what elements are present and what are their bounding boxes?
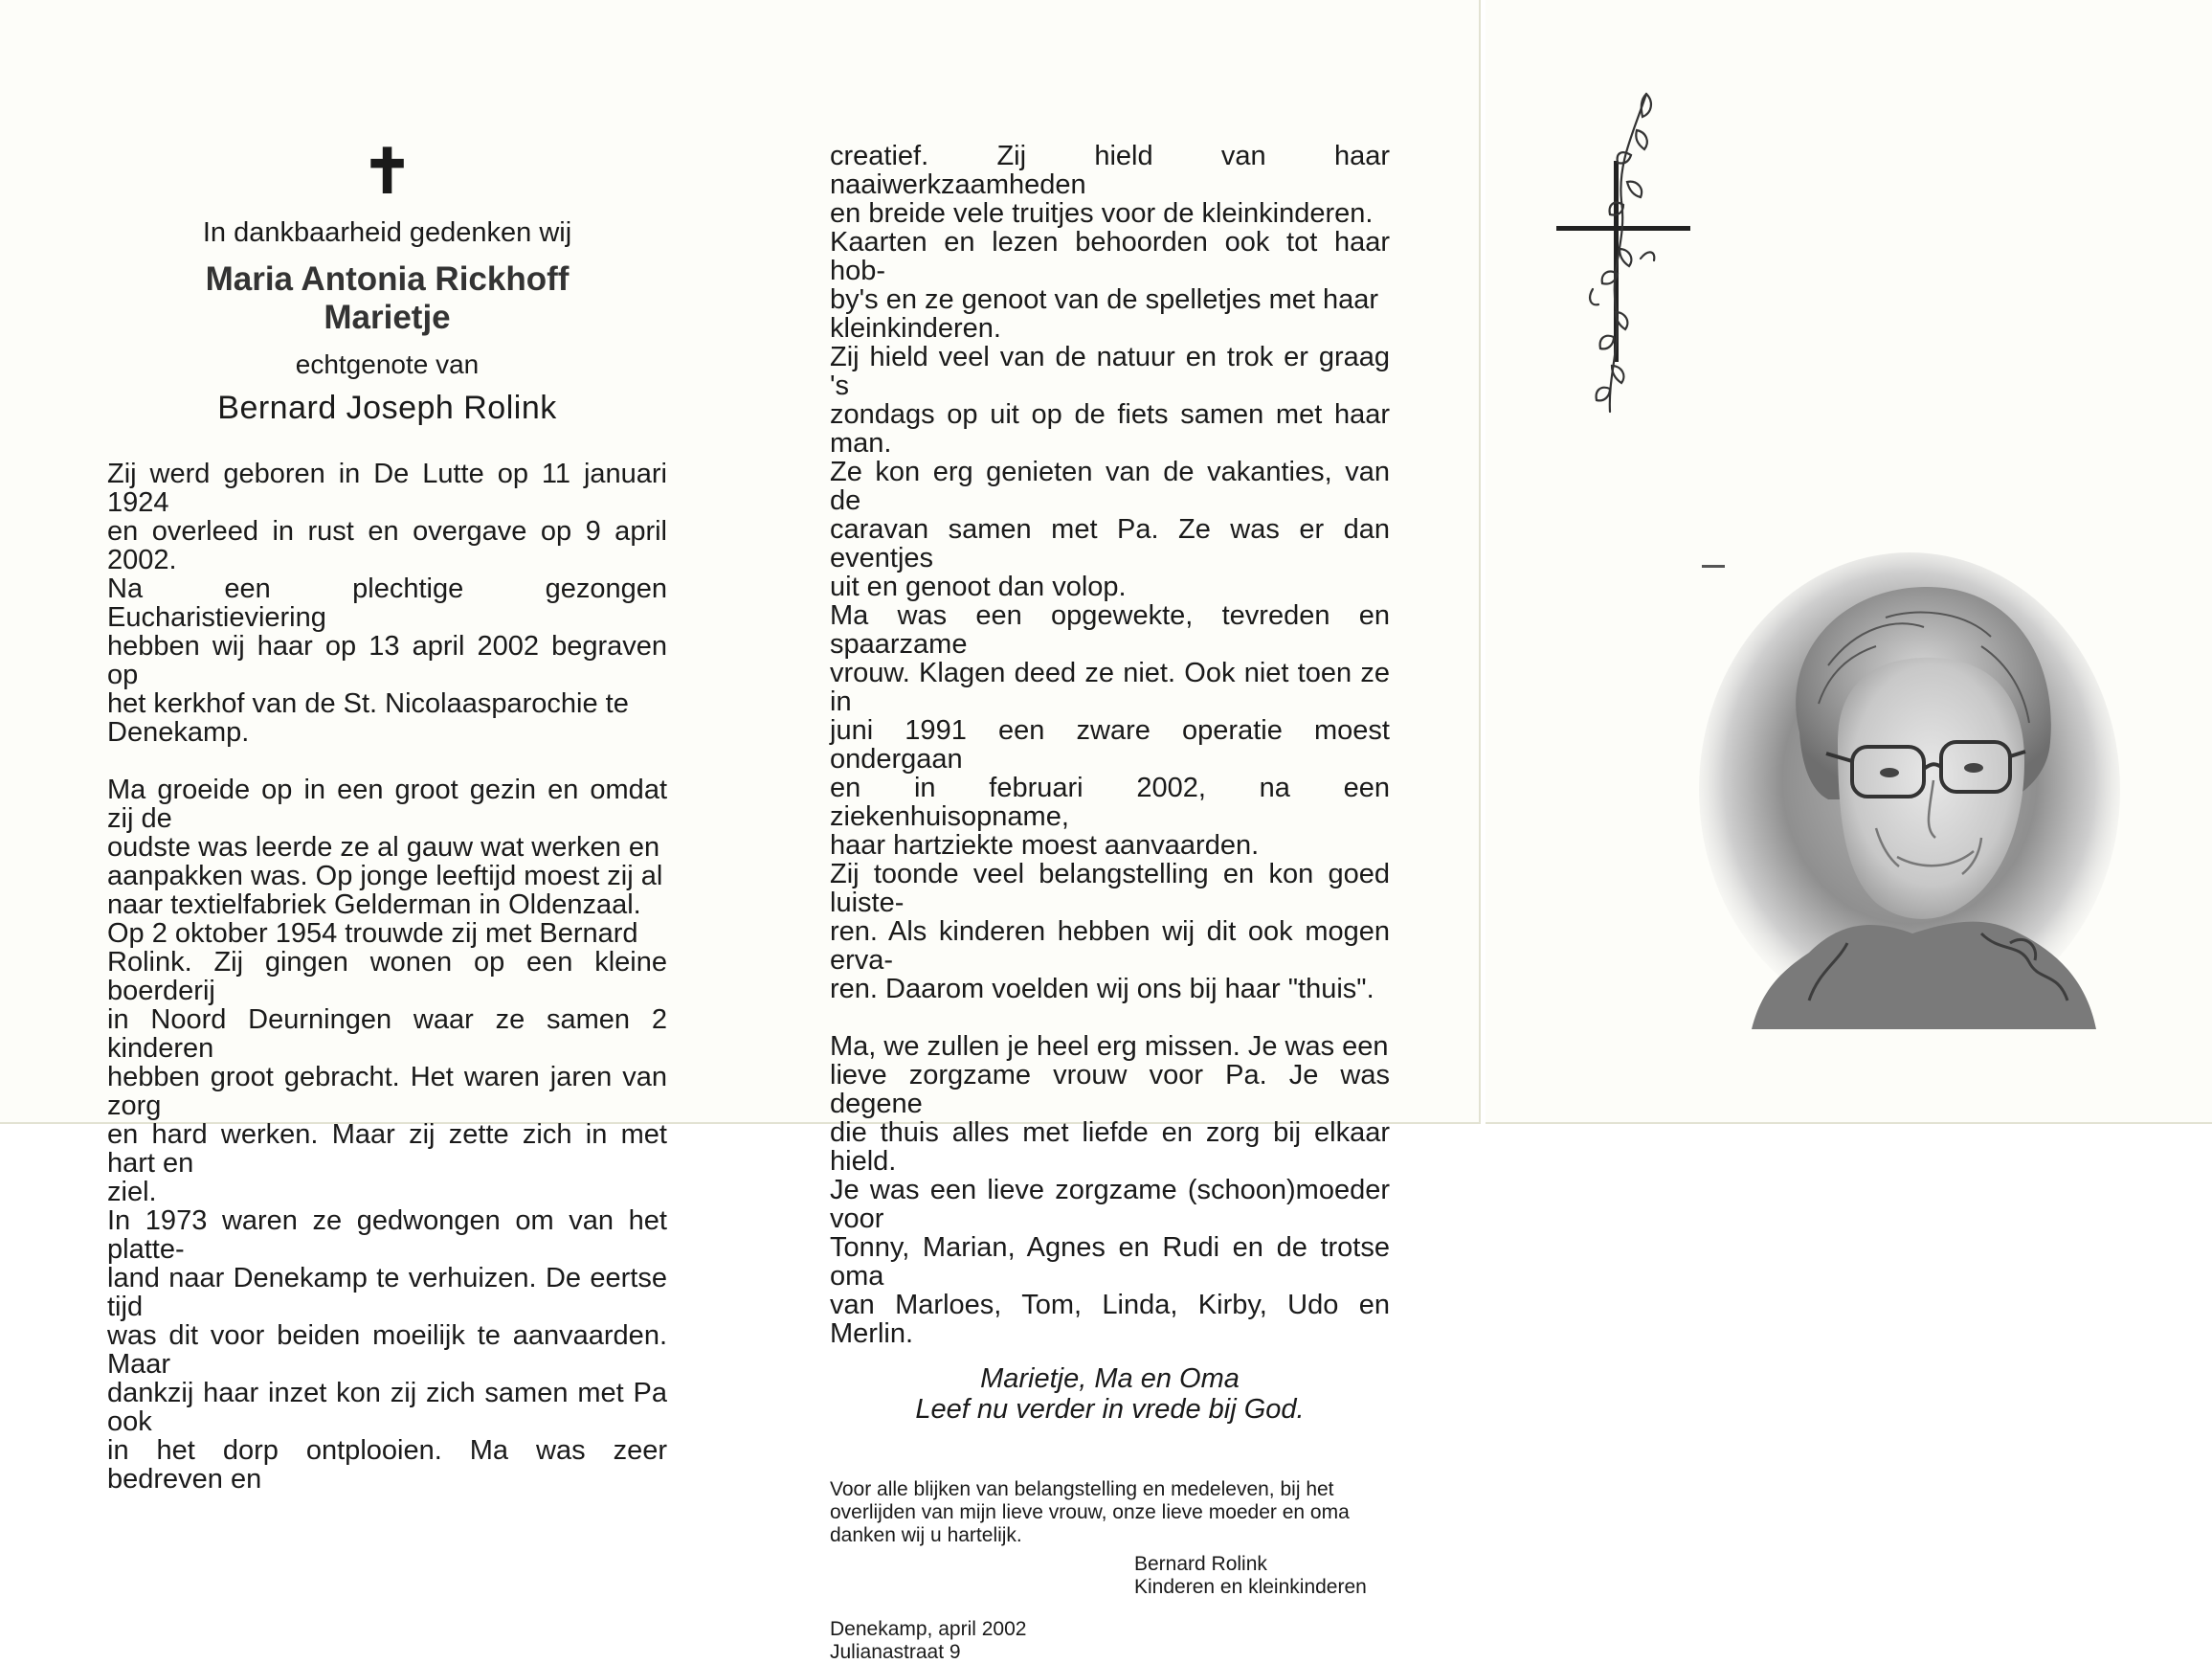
- text-line: Kaarten en lezen behoorden ook tot haar hob-: [830, 227, 1390, 286]
- verse-line: Leef nu verder in vrede bij God.: [915, 1394, 1305, 1425]
- text-line: Rolink. Zij gingen wonen op een kleine boerderij: [107, 947, 667, 1006]
- spouse-name: Bernard Joseph Rolink: [217, 390, 557, 426]
- place-line: Denekamp, april 2002: [830, 1618, 1027, 1640]
- text-line: Zij hield veel van de natuur en trok er graag 's: [830, 342, 1390, 401]
- text-line: creatief. Zij hield van haar naaiwerkzaamheden: [830, 141, 1390, 200]
- text-line: van Marloes, Tom, Linda, Kirby, Udo en Merlin.: [830, 1290, 1390, 1349]
- thanks-note: [830, 1478, 1390, 1547]
- portrait-photo: [1694, 551, 2125, 1029]
- place-date-block: [830, 1618, 1390, 1664]
- text-line: naar textielfabriek Gelderman in Oldenzaal.: [107, 889, 641, 920]
- text-line: Voor alle blijken van belangstelling en medeleven, bij het: [830, 1478, 1334, 1500]
- text-line: die thuis alles met liefde en zorg bij elkaar hield.: [830, 1117, 1390, 1177]
- middle-column: [830, 142, 1390, 1664]
- text-line: hebben wij haar op 13 april 2002 begraven op: [107, 631, 667, 690]
- text-line: uit en genoot dan volop.: [830, 572, 1127, 602]
- text-line: en hard werken. Maar zij zette zich in met hart en: [107, 1119, 667, 1179]
- left-column: [107, 136, 667, 1495]
- text-line: was dit voor beiden moeilijk te aanvaarden. Maar: [107, 1320, 667, 1380]
- text-line: vrouw. Klagen deed ze niet. Ook niet toen ze in: [830, 658, 1390, 717]
- text-line: haar hartziekte moest aanvaarden.: [830, 830, 1260, 861]
- intro-line: In dankbaarheid gedenken wij: [202, 217, 572, 248]
- text-line: hebben groot gebracht. Het waren jaren van zorg: [107, 1062, 667, 1121]
- hobbies-paragraph: [830, 142, 1390, 1003]
- text-line: Denekamp.: [107, 717, 250, 748]
- vine-cross-icon: [1541, 86, 1694, 431]
- text-line: Ma, we zullen je heel erg missen. Je was een: [830, 1031, 1389, 1062]
- deceased-nickname: Marietje: [324, 299, 451, 336]
- text-line: in het dorp ontplooien. Ma was zeer bedreven en: [107, 1435, 667, 1495]
- text-line: en in februari 2002, na een ziekenhuisopname,: [830, 773, 1390, 832]
- text-line: Ma groeide op in een groot gezin en omdat zij de: [107, 775, 667, 834]
- life-story-paragraph: [107, 776, 667, 1494]
- birth-death-paragraph: [107, 460, 667, 747]
- text-line: caravan samen met Pa. Ze was er dan eventjes: [830, 514, 1390, 573]
- text-line: en breide vele truitjes voor de kleinkinderen.: [830, 198, 1374, 229]
- text-line: in Noord Deurningen waar ze samen 2 kinderen: [107, 1004, 667, 1064]
- signature-line: Bernard Rolink: [1134, 1553, 1267, 1575]
- farewell-paragraph: [830, 1032, 1390, 1348]
- text-line: Zij toonde veel belangstelling en kon goed luiste-: [830, 859, 1390, 918]
- text-line: In 1973 waren ze gedwongen om van het platte-: [107, 1205, 667, 1265]
- verse-line: Marietje, Ma en Oma: [980, 1363, 1240, 1394]
- text-line: overlijden van mijn lieve vrouw, onze lieve moeder en oma: [830, 1501, 1350, 1523]
- text-line: juni 1991 een zware operatie moest ondergaan: [830, 715, 1390, 775]
- text-line: land naar Denekamp te verhuizen. De eertse tijd: [107, 1263, 667, 1322]
- address-line: Julianastraat 9: [830, 1641, 961, 1663]
- text-line: ren. Als kinderen hebben wij dit ook mogen erva-: [830, 916, 1390, 976]
- signature-block: [1134, 1553, 1390, 1599]
- text-line: aanpakken was. Op jonge leeftijd moest zij al: [107, 861, 663, 891]
- text-line: Je was een lieve zorgzame (schoon)moeder voor: [830, 1175, 1390, 1234]
- text-line: ziel.: [107, 1177, 157, 1207]
- text-line: Op 2 oktober 1954 trouwde zij met Bernard: [107, 918, 638, 949]
- text-line: Tonny, Marian, Agnes en Rudi en de trotse oma: [830, 1232, 1390, 1292]
- text-line: Ze kon erg genieten van de vakanties, van de: [830, 457, 1390, 516]
- text-line: en overleed in rust en overgave op 9 april 2002.: [107, 516, 667, 575]
- cross-icon: ✝: [361, 136, 413, 208]
- text-line: kleinkinderen.: [830, 313, 1001, 344]
- spouse-prefix: echtgenote van: [295, 349, 480, 379]
- text-line: het kerkhof van de St. Nicolaasparochie te: [107, 688, 629, 719]
- text-line: dankzij haar inzet kon zij zich samen met Pa ook: [107, 1378, 667, 1437]
- text-line: oudste was leerde ze al gauw wat werken en: [107, 832, 660, 863]
- text-line: by's en ze genoot van de spelletjes met haar: [830, 284, 1379, 315]
- memorial-verse: [830, 1363, 1390, 1425]
- text-line: lieve zorgzame vrouw voor Pa. Je was degene: [830, 1060, 1390, 1119]
- text-line: ren. Daarom voelden wij ons bij haar "thuis".: [830, 974, 1374, 1004]
- text-line: Na een plechtige gezongen Eucharistieviering: [107, 573, 667, 633]
- text-line: Ma was een opgewekte, tevreden en spaarzame: [830, 600, 1390, 660]
- text-line: Zij werd geboren in De Lutte op 11 januari 1924: [107, 459, 667, 518]
- text-line: danken wij u hartelijk.: [830, 1524, 1022, 1546]
- deceased-name: Maria Antonia Rickhoff: [205, 260, 570, 298]
- text-line: zondags op uit op de fiets samen met haar man.: [830, 399, 1390, 459]
- signature-line: Kinderen en kleinkinderen: [1134, 1576, 1367, 1598]
